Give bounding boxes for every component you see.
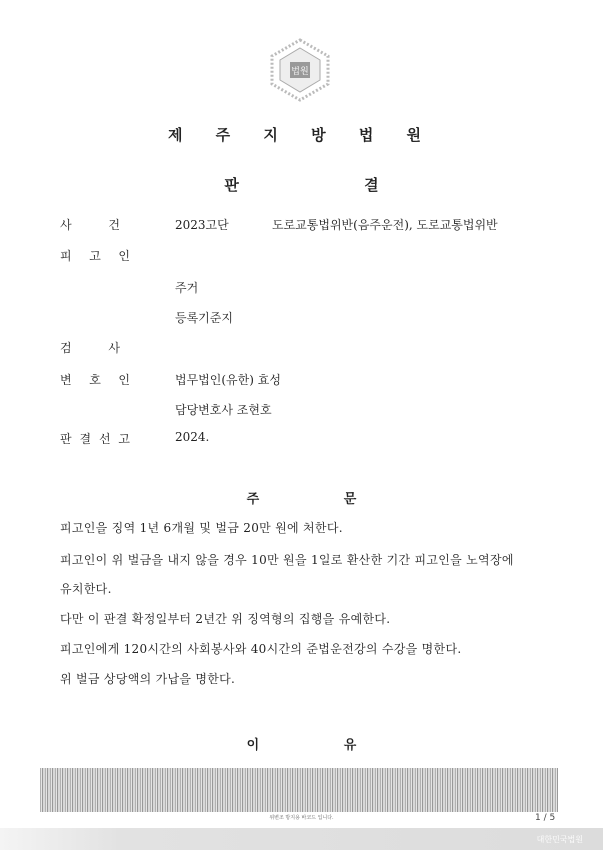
field-value: 2023고단	[175, 218, 229, 232]
order-line: 피고인에게 120시간의 사회봉사와 40시간의 준법운전강의 수강을 명한다.	[60, 642, 462, 656]
field-label-char: 판	[60, 432, 72, 446]
field-label	[60, 371, 130, 388]
field-label	[60, 216, 120, 233]
order-line: 피고인을 징역 1년 6개월 및 벌금 20만 원에 처한다.	[60, 521, 343, 535]
order-line: 유치한다.	[60, 582, 112, 596]
field-value: 도로교통법위반(음주운전), 도로교통법위반	[272, 218, 498, 232]
watermark: 대한민국법원	[536, 835, 583, 844]
field-label-char: 인	[118, 249, 130, 263]
field-label-char: 검	[60, 341, 72, 355]
order-line: 다만 이 판결 확정일부터 2년간 위 징역형의 집행을 유예한다.	[60, 612, 391, 626]
order-heading: 주 문	[246, 492, 397, 507]
field-value: 주거	[175, 281, 199, 295]
svg-text:법원: 법원	[291, 67, 309, 77]
field-value: 법무법인(유한) 효성	[175, 373, 281, 387]
field-value: 담당변호사 조현호	[175, 403, 272, 417]
field-label-char: 고	[118, 432, 130, 446]
reason-heading: 이 유	[246, 738, 397, 753]
order-line: 위 벌금 상당액의 가납을 명한다.	[60, 672, 236, 686]
field-label-char: 사	[108, 341, 120, 355]
document-type: 판 결	[224, 176, 439, 194]
field-label	[60, 339, 120, 356]
field-label-char: 인	[118, 373, 130, 387]
field-label-char: 호	[89, 373, 101, 387]
footer-band	[0, 828, 603, 850]
field-value: 등록기준지	[175, 311, 233, 325]
field-label	[60, 430, 130, 447]
field-label-char: 변	[60, 373, 72, 387]
order-line: 피고인이 위 벌금을 내지 않을 경우 10만 원을 1일로 환산한 기간 피고인을 노역장에	[60, 553, 514, 567]
field-label-char: 피	[60, 249, 72, 263]
field-label-char: 건	[108, 218, 120, 232]
anti-forgery-barcode	[40, 768, 558, 812]
field-value: 2024.	[175, 430, 210, 444]
page-number: 1 / 5	[535, 813, 556, 823]
field-label-char: 결	[79, 432, 92, 446]
court-name: 제 주 지 방 법 원	[167, 126, 436, 144]
field-label-char: 사	[60, 218, 72, 232]
field-label-char: 선	[98, 432, 111, 446]
barcode-caption: 위변조 방지용 바코드 입니다.	[269, 815, 334, 821]
field-label-char: 고	[89, 249, 101, 263]
court-seal-icon	[268, 38, 332, 102]
field-label	[60, 247, 130, 264]
